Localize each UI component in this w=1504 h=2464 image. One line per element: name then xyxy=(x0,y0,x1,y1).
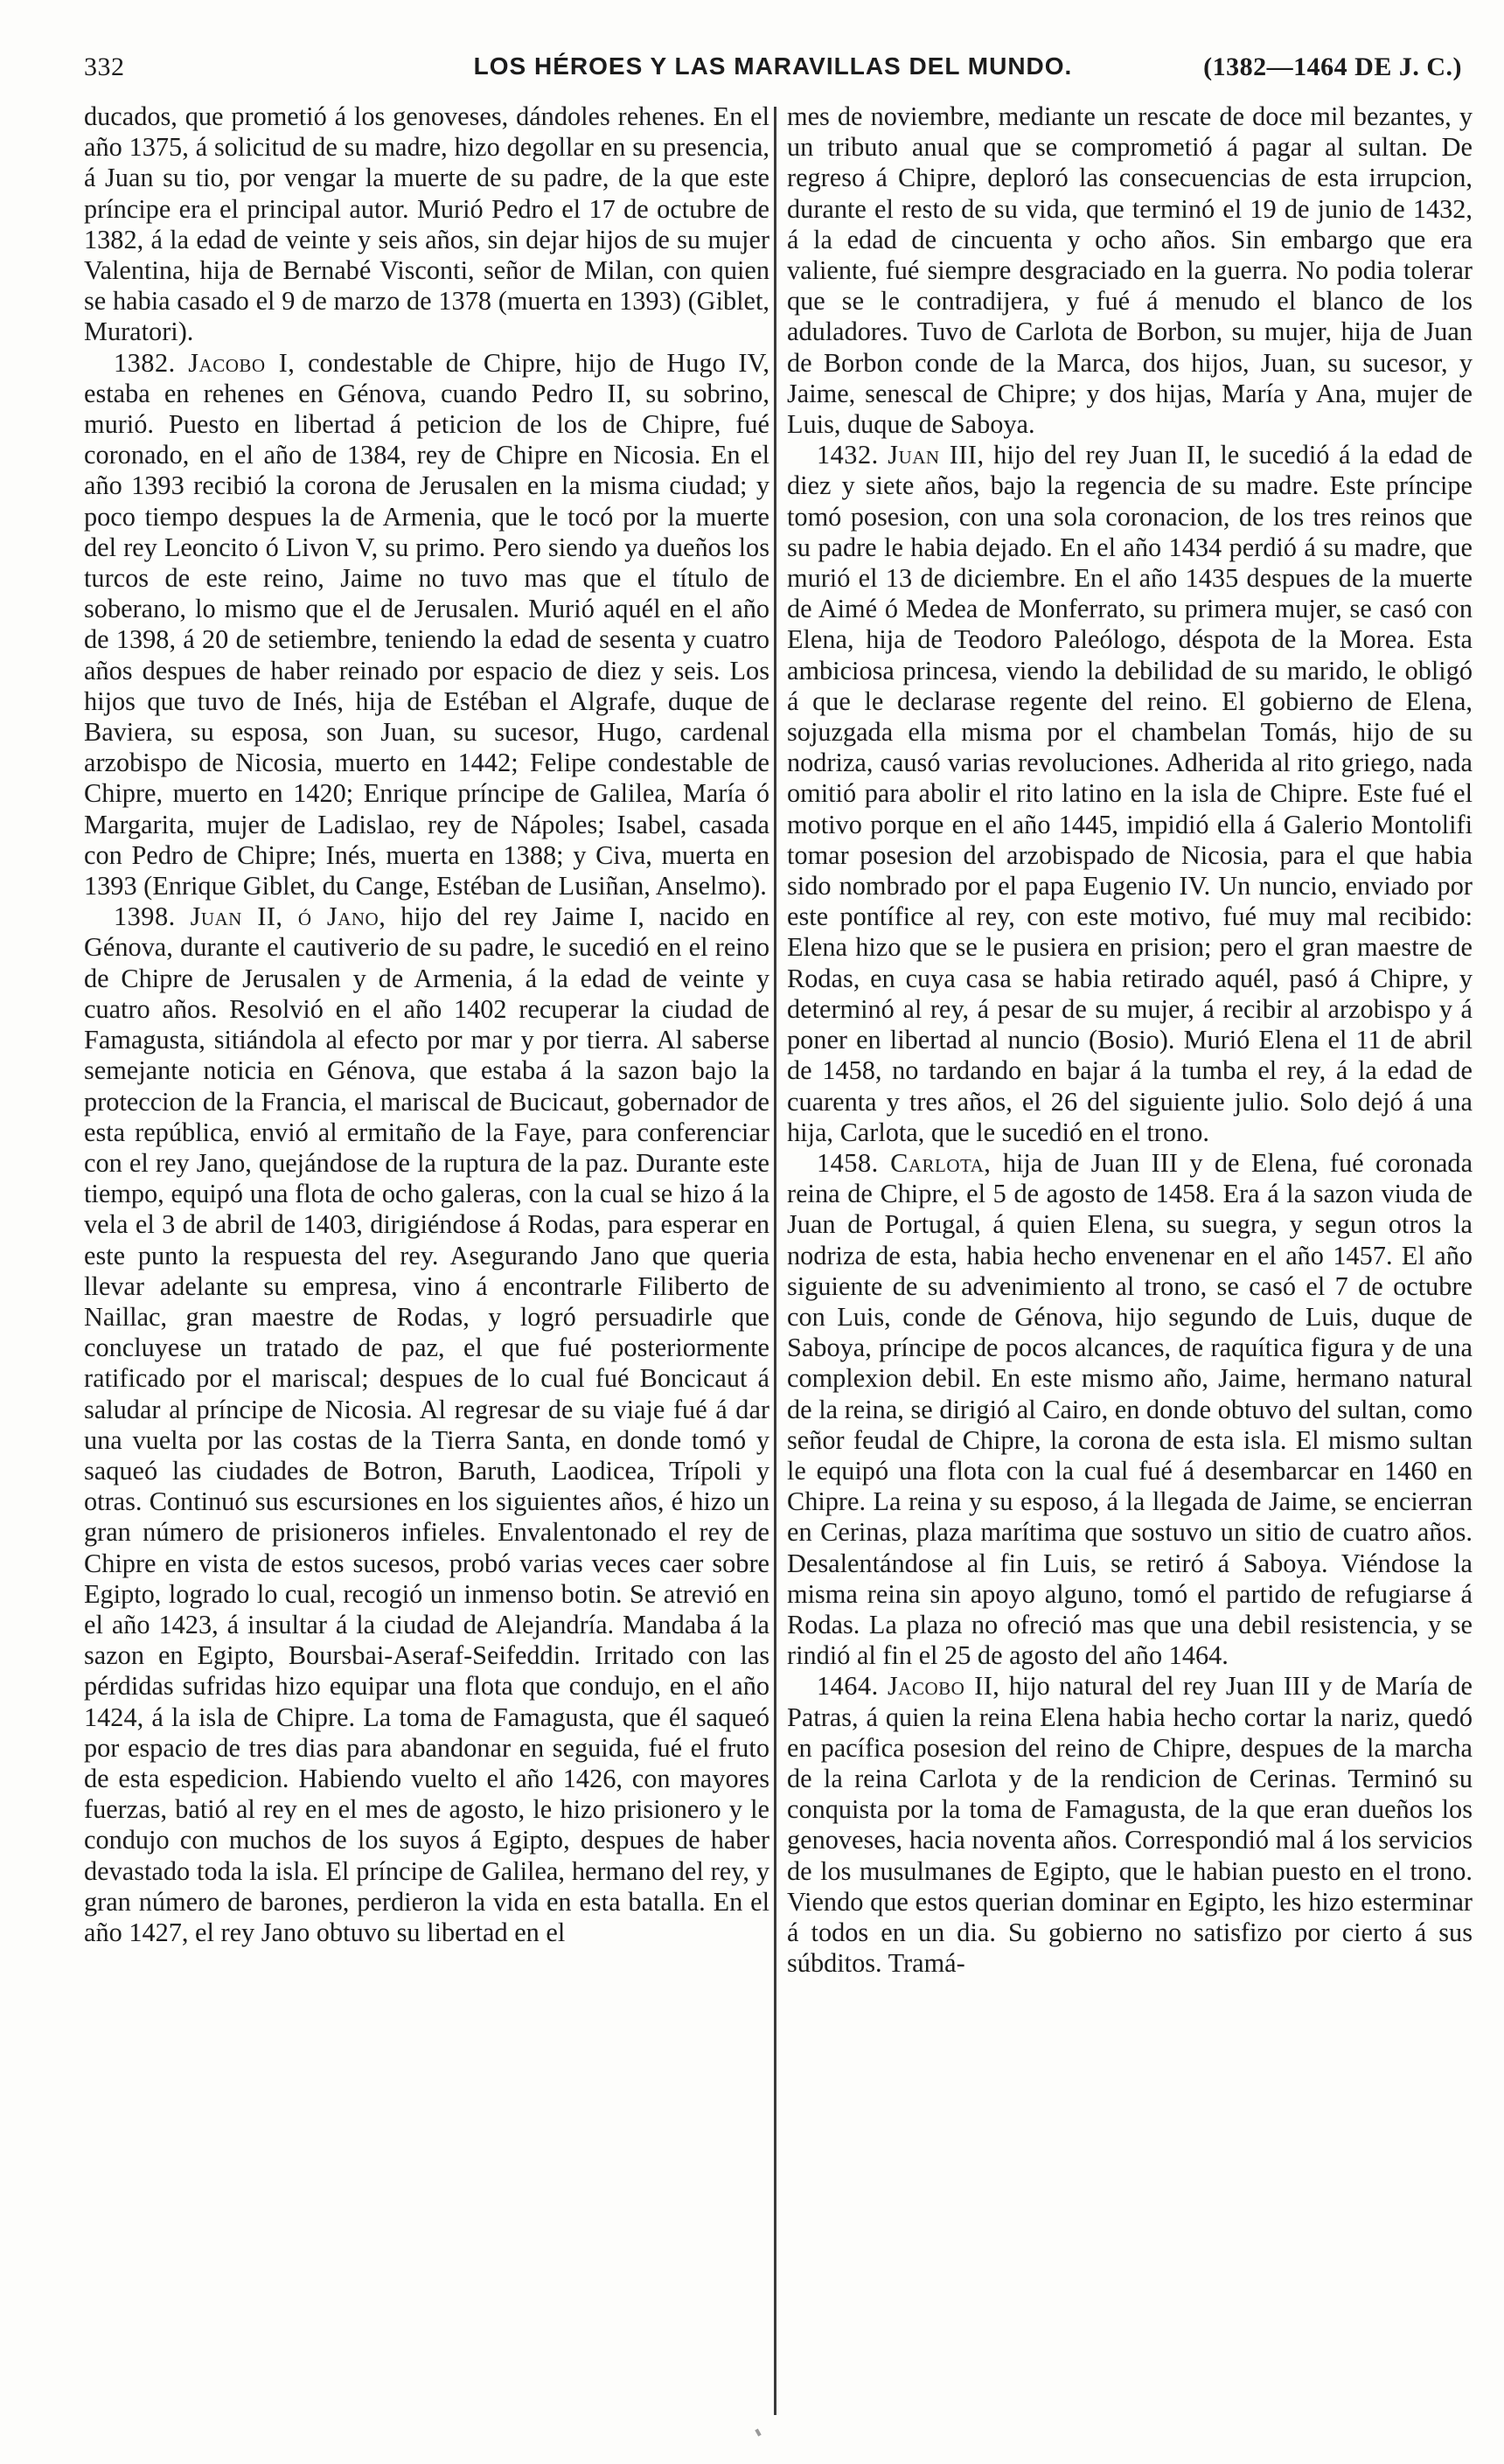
entry-text: condestable de Chipre, hijo de Hugo IV, estaba en rehenes en Génova, cuando Pedro II, su sobrino, murió. Puesto en libertad á peticion de los de Chipre, fué coronado, en el año de 1384, rey de Chipre en Nicosia. En el año 1393 recibió la corona de Jerusalen en la misma ciudad; y poco tiempo despues la de Armenia, que le tocó por la muerte del rey Leoncito ó Livon V, su primo. Pero siendo ya dueños los turcos de este reino, Jaime no tuvo mas que el título de soberano, lo mismo que el de Jerusalen. Murió aquél en el año de 1398, á 20 de setiembre, teniendo la edad de sesenta y cuatro años despues de haber reinado por espacio de diez y seis. Los hijos que tuvo de Inés, hija de Estéban el Algrafe, duque de Baviera, su esposa, son Juan, su sucesor, Hugo, cardenal arzobispo de Nicosia, muerto en 1442; Felipe condestable de Chipre, muerto en 1420; Enrique príncipe de Galilea, María ó Margarita, mujer de Ladislao, rey de Nápoles; Isabel, casada con Pedro de Chipre; Inés, muerta en 1388; y Civa, muerta en 1393 (Enrique Giblet, du Cange, Estéban de Lusiñan, Anselmo). xyxy=(84,347,769,901)
entry-name: Carlota, xyxy=(890,1147,992,1178)
entry-year: 1382. xyxy=(114,347,176,378)
entry-name: Juan II, ó Jano, xyxy=(190,901,386,932)
book-title: LOS HÉROES Y LAS MARAVILLAS DEL MUNDO. xyxy=(473,52,1073,80)
entry-juan-iii xyxy=(787,440,1473,1148)
column-divider xyxy=(774,107,776,2415)
entry-juan-ii xyxy=(84,901,769,1948)
entry-name: Juan III, xyxy=(888,440,985,470)
entry-year: 1458. xyxy=(817,1147,879,1178)
entry-text: hijo natural del rey Juan III y de María de Patras, á quien la reina Elena habia hecho cortar la nariz, quedó en pacífica posesion del reino de Chipre, despues de la marcha de la reina Carlota y de la rendicion de Cerinas. Terminó su conquista por la toma de Famagusta, de la que eran dueños los genoveses, hacia noventa años. Correspondió mal á los servicios de los musulmanes de Egipto, que le habian puesto en el trono. Viendo que estos querian dominar en Egipto, les hizo esterminar á todos en un dia. Su gobierno no satisfizo por cierto á sus súbditos. Tramá- xyxy=(787,1671,1473,1979)
page-number: 332 xyxy=(84,52,125,81)
paper-speck xyxy=(755,2429,761,2437)
left-column xyxy=(84,101,769,2419)
entry-year: 1398. xyxy=(114,901,176,932)
entry-jacobo-i xyxy=(84,348,769,902)
date-range: (1382—1464 DE J. C.) xyxy=(1203,52,1462,81)
right-column xyxy=(787,101,1473,2419)
entry-name: Jacobo I, xyxy=(188,347,296,378)
entry-text: hijo del rey Juan II, le sucedió á la edad de diez y siete años, bajo la regencia de su madre. Este príncipe tomó posesion, con una sola coronacion, de los tres reinos que su padre le habia dejado. En el año 1434 perdió á su madre, que murió el 13 de diciembre. En el año 1435 despues de la muerte de Aimé ó Medea de Monferrato, su primera mujer, se casó con Elena, hija de Teodoro Paleólogo, déspota de la Morea. Esta ambiciosa princesa, viendo la debilidad de su marido, le obligó á que le declarase regente del reino. El gobierno de Elena, sojuzgada ella misma por el chambelan Tomás, hijo de su nodriza, causó varias revoluciones. Adherida al rito griego, nada omitió para abolir el rito latino en la isla de Chipre. Este fué el motivo porque en el año 1445, impidió ella á Galerio Montolifi tomar posesion del arzobispado de Nicosia, para el que habia sido nombrado por el papa Eugenio IV. Un nuncio, enviado por este pontífice al rey, con este motivo, fué muy mal recibido: Elena hizo que se le pusiera en prision; pero el gran maestre de Rodas, en cuya casa se habia retirado aquél, pasó á Chipre, y determinó al rey, á pesar de su mujer, á recibir al arzobispo y á poner en libertad al nuncio (Bosio). Murió Elena el 11 de abril de 1458, no tardando en bajar á la tumba el rey, á la edad de cuarenta y tres años, el 26 del siguiente julio. Solo dejó á una hija, Carlota, que le sucedió en el trono. xyxy=(787,440,1473,1147)
entry-text: hijo del rey Jaime I, nacido en Génova, durante el cautiverio de su padre, le sucedió en el reino de Chipre de Jerusalen y de Armenia, á la edad de veinte y cuatro años. Resolvió en el año 1402 recuperar la ciudad de Famagusta, sitiándola al efecto por mar y por tierra. Al saberse semejante noticia en Génova, que estaba á la sazon bajo la proteccion de la Francia, el mariscal de Bucicaut, gobernador de esta república, envió al ermitaño de la Faye, para conferenciar con el rey Jano, quejándose de la ruptura de la paz. Durante este tiempo, equipó una flota de ocho galeras, con la cual se hizo á la vela el 3 de abril de 1403, dirigiéndose á Rodas, para esperar en este punto la respuesta del rey. Asegurando Jano que queria llevar adelante su empresa, vino á encontrarle Filiberto de Naillac, gran maestre de Rodas, y logró persuadirle que concluyese un tratado de paz, el que fué posteriormente ratificado por el mariscal; despues de lo cual fué Boncicaut á saludar al príncipe de Nicosia. Al regresar de su viaje fué á dar una vuelta por las costas de la Tierra Santa, en donde tomó y saqueó las ciudades de Botron, Baruth, Laodicea, Trípoli y otras. Continuó sus escursiones en los siguientes años, é hizo un gran número de prisioneros infieles. Envalentonado el rey de Chipre en vista de estos sucesos, probó varias veces caer sobre Egipto, logrado lo cual, recogió un inmenso botin. Se atrevió en el año 1423, á insultar á la ciudad de Alejandría. Mandaba á la sazon en Egipto, Boursbai-Aseraf-Seifeddin. Irritado con las pérdidas sufridas hizo equipar una flota que condujo, en el año 1424, á la isla de Chipre. La toma de Famagusta, que él saqueó por espacio de tres dias para abandonar en seguida, fué el fruto de esta espedicion. Habiendo vuelto el año 1426, con mayores fuerzas, batió al rey en el mes de agosto, le hizo prisionero y le condujo con muchos de los suyos á Egipto, despues de haber devastado toda la isla. El príncipe de Galilea, hermano del rey, y gran número de barones, perdieron la vida en esta batalla. En el año 1427, el rey Jano obtuvo su libertad en el xyxy=(84,901,769,1947)
entry-jacobo-ii xyxy=(787,1671,1473,1979)
entry-carlota xyxy=(787,1148,1473,1671)
paragraph-continuation: ducados, que prometió á los genoveses, dándoles rehenes. En el año 1375, á solicitud de su madre, hizo degollar en su presencia, á Juan su tio, por vengar la muerte de su padre, de la que este príncipe era el principal autor. Murió Pedro el 17 de octubre de 1382, á la edad de veinte y seis años, sin dejar hijos de su mujer Valentina, hija de Bernabé Visconti, señor de Milan, con quien se habia casado el 9 de marzo de 1378 (muerta en 1393) (Giblet, Muratori). xyxy=(84,101,769,347)
entry-year: 1464. xyxy=(817,1671,879,1702)
paragraph-continuation: mes de noviembre, mediante un rescate de doce mil bezantes, y un tributo anual que se comprometió á pagar al sultan. De regreso á Chipre, deploró las consecuencias de esta irrupcion, durante el resto de su vida, que terminó el 19 de junio de 1432, á la edad de cincuenta y ocho años. Sin embargo que era valiente, fué siempre desgraciado en la guerra. No podia tolerar que se le contradijera, y fué á menudo el blanco de los aduladores. Tuvo de Carlota de Borbon, su mujer, hija de Juan de Borbon conde de la Marca, dos hijos, Juan, su sucesor, y Jaime, senescal de Chipre; y dos hijas, María y Ana, mujer de Luis, duque de Saboya. xyxy=(787,101,1473,440)
running-head xyxy=(84,52,1462,91)
entry-text: hija de Juan III y de Elena, fué coronada reina de Chipre, el 5 de agosto de 1458. Era á la sazon viuda de Juan de Portugal, á quien Elena, su suegra, y segun otros la nodriza de esta, habia hecho envenenar en el año 1457. El año siguiente de su advenimiento al trono, se casó el 7 de octubre con Luis, conde de Génova, hijo segundo de Luis, duque de Saboya, príncipe de pocos alcances, de raquítica figura y de una complexion debil. En este mismo año, Jaime, hermano natural de la reina, se dirigió al Cairo, en donde obtuvo del sultan, como señor feudal de Chipre, la corona de esta isla. El mismo sultan le equipó una flota con la cual fué á desembarcar en 1460 en Chipre. La reina y su esposo, á la llegada de Jaime, se encierran en Cerinas, plaza marítima que sostuvo un sitio de cuatro años. Desalentándose al fin Luis, se retiró á Saboya. Viéndose la misma reina sin apoyo alguno, tomó el partido de refugiarse á Rodas. La plaza no ofreció mas que una debil resistencia, y se rindió al fin el 25 de agosto del año 1464. xyxy=(787,1147,1473,1671)
entry-name: Jacobo II, xyxy=(888,1671,1000,1702)
entry-year: 1432. xyxy=(817,440,879,470)
